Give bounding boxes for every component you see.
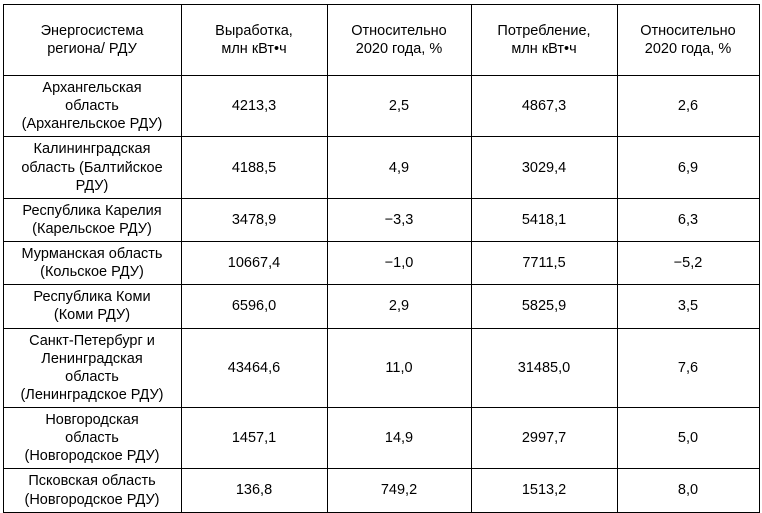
cell-consumption-relative: 3,5 — [617, 285, 759, 328]
table-header-row — [3, 5, 759, 76]
table-row — [3, 137, 759, 198]
cell-generation-relative: 749,2 — [327, 469, 471, 512]
cell-generation-relative: 14,9 — [327, 408, 471, 469]
cell-generation: 4188,5 — [181, 137, 327, 198]
cell-consumption-relative: −5,2 — [617, 242, 759, 285]
cell-generation-relative: 4,9 — [327, 137, 471, 198]
cell-consumption-relative: 2,6 — [617, 76, 759, 137]
header-line: млн кВт•ч — [511, 41, 577, 57]
cell-generation-relative: 2,9 — [327, 285, 471, 328]
column-header-generation — [181, 5, 327, 76]
table-row — [3, 285, 759, 328]
cell-consumption: 1513,2 — [471, 469, 617, 512]
region-line: (Новгородское РДУ) — [24, 491, 160, 508]
cell-generation-relative: −1,0 — [327, 242, 471, 285]
region-line: (Архангельское РДУ) — [21, 116, 163, 133]
cell-generation: 1457,1 — [181, 408, 327, 469]
cell-consumption-relative: 6,9 — [617, 137, 759, 198]
cell-generation-relative: −3,3 — [327, 198, 471, 241]
header-line: Выработка, — [215, 22, 293, 39]
cell-consumption-relative: 5,0 — [617, 408, 759, 469]
region-line: Республика Карелия — [22, 202, 162, 219]
header-line: млн кВт•ч — [221, 41, 287, 57]
cell-generation: 10667,4 — [181, 242, 327, 285]
table-row — [3, 242, 759, 285]
cell-region — [3, 285, 181, 328]
cell-region — [3, 137, 181, 198]
table-row — [3, 76, 759, 137]
region-line: (Карельское РДУ) — [32, 220, 152, 237]
table-header — [3, 5, 759, 76]
region-line: Калининградская — [33, 141, 151, 158]
column-header-generation-relative — [327, 5, 471, 76]
column-header-consumption-relative — [617, 5, 759, 76]
cell-consumption: 7711,5 — [471, 242, 617, 285]
cell-consumption: 3029,4 — [471, 137, 617, 198]
cell-consumption: 31485,0 — [471, 328, 617, 408]
region-line: область (Балтийское — [21, 159, 163, 176]
region-line: область — [65, 98, 119, 115]
region-line: Псковская область — [28, 473, 156, 490]
header-line: 2020 года, % — [355, 41, 443, 57]
header-line: Относительно — [351, 22, 447, 39]
table-row — [3, 469, 759, 512]
region-line: Мурманская область — [21, 246, 163, 262]
cell-region — [3, 469, 181, 512]
cell-generation-relative: 2,5 — [327, 76, 471, 137]
region-line: Ленинградская — [41, 350, 143, 367]
header-line: Потребление, — [497, 22, 591, 39]
header-line: региона/ РДУ — [47, 41, 137, 57]
cell-consumption-relative: 7,6 — [617, 328, 759, 408]
region-line: Республика Коми — [33, 289, 151, 306]
cell-generation: 136,8 — [181, 469, 327, 512]
cell-generation: 6596,0 — [181, 285, 327, 328]
cell-consumption-relative: 8,0 — [617, 469, 759, 512]
cell-region — [3, 198, 181, 241]
table-row — [3, 198, 759, 241]
region-line: Санкт-Петербург и — [29, 332, 155, 349]
cell-consumption: 5418,1 — [471, 198, 617, 241]
header-line: 2020 года, % — [644, 41, 732, 57]
table-row — [3, 408, 759, 469]
region-line: область — [65, 368, 119, 385]
cell-region — [3, 242, 181, 285]
region-line: (Ленинградское РДУ) — [20, 386, 164, 403]
cell-consumption: 5825,9 — [471, 285, 617, 328]
region-line: (Коми РДУ) — [53, 307, 131, 324]
column-header-region — [3, 5, 181, 76]
cell-generation-relative: 11,0 — [327, 328, 471, 408]
region-line: Архангельская — [42, 80, 142, 96]
cell-region — [3, 408, 181, 469]
table-row — [3, 328, 759, 408]
cell-consumption: 4867,3 — [471, 76, 617, 137]
cell-region — [3, 76, 181, 137]
energy-system-table — [3, 4, 760, 513]
cell-region — [3, 328, 181, 408]
region-line: (Новгородское РДУ) — [24, 448, 160, 465]
column-header-consumption — [471, 5, 617, 76]
region-line: (Кольское РДУ) — [40, 264, 144, 281]
header-line: Относительно — [640, 22, 736, 39]
cell-generation: 43464,6 — [181, 328, 327, 408]
cell-generation: 3478,9 — [181, 198, 327, 241]
table-body — [3, 76, 759, 513]
cell-consumption-relative: 6,3 — [617, 198, 759, 241]
region-line: Новгородская — [45, 412, 139, 428]
cell-generation: 4213,3 — [181, 76, 327, 137]
header-line: Энергосистема — [40, 22, 144, 39]
region-line: РДУ) — [75, 177, 109, 194]
region-line: область — [65, 430, 119, 447]
cell-consumption: 2997,7 — [471, 408, 617, 469]
